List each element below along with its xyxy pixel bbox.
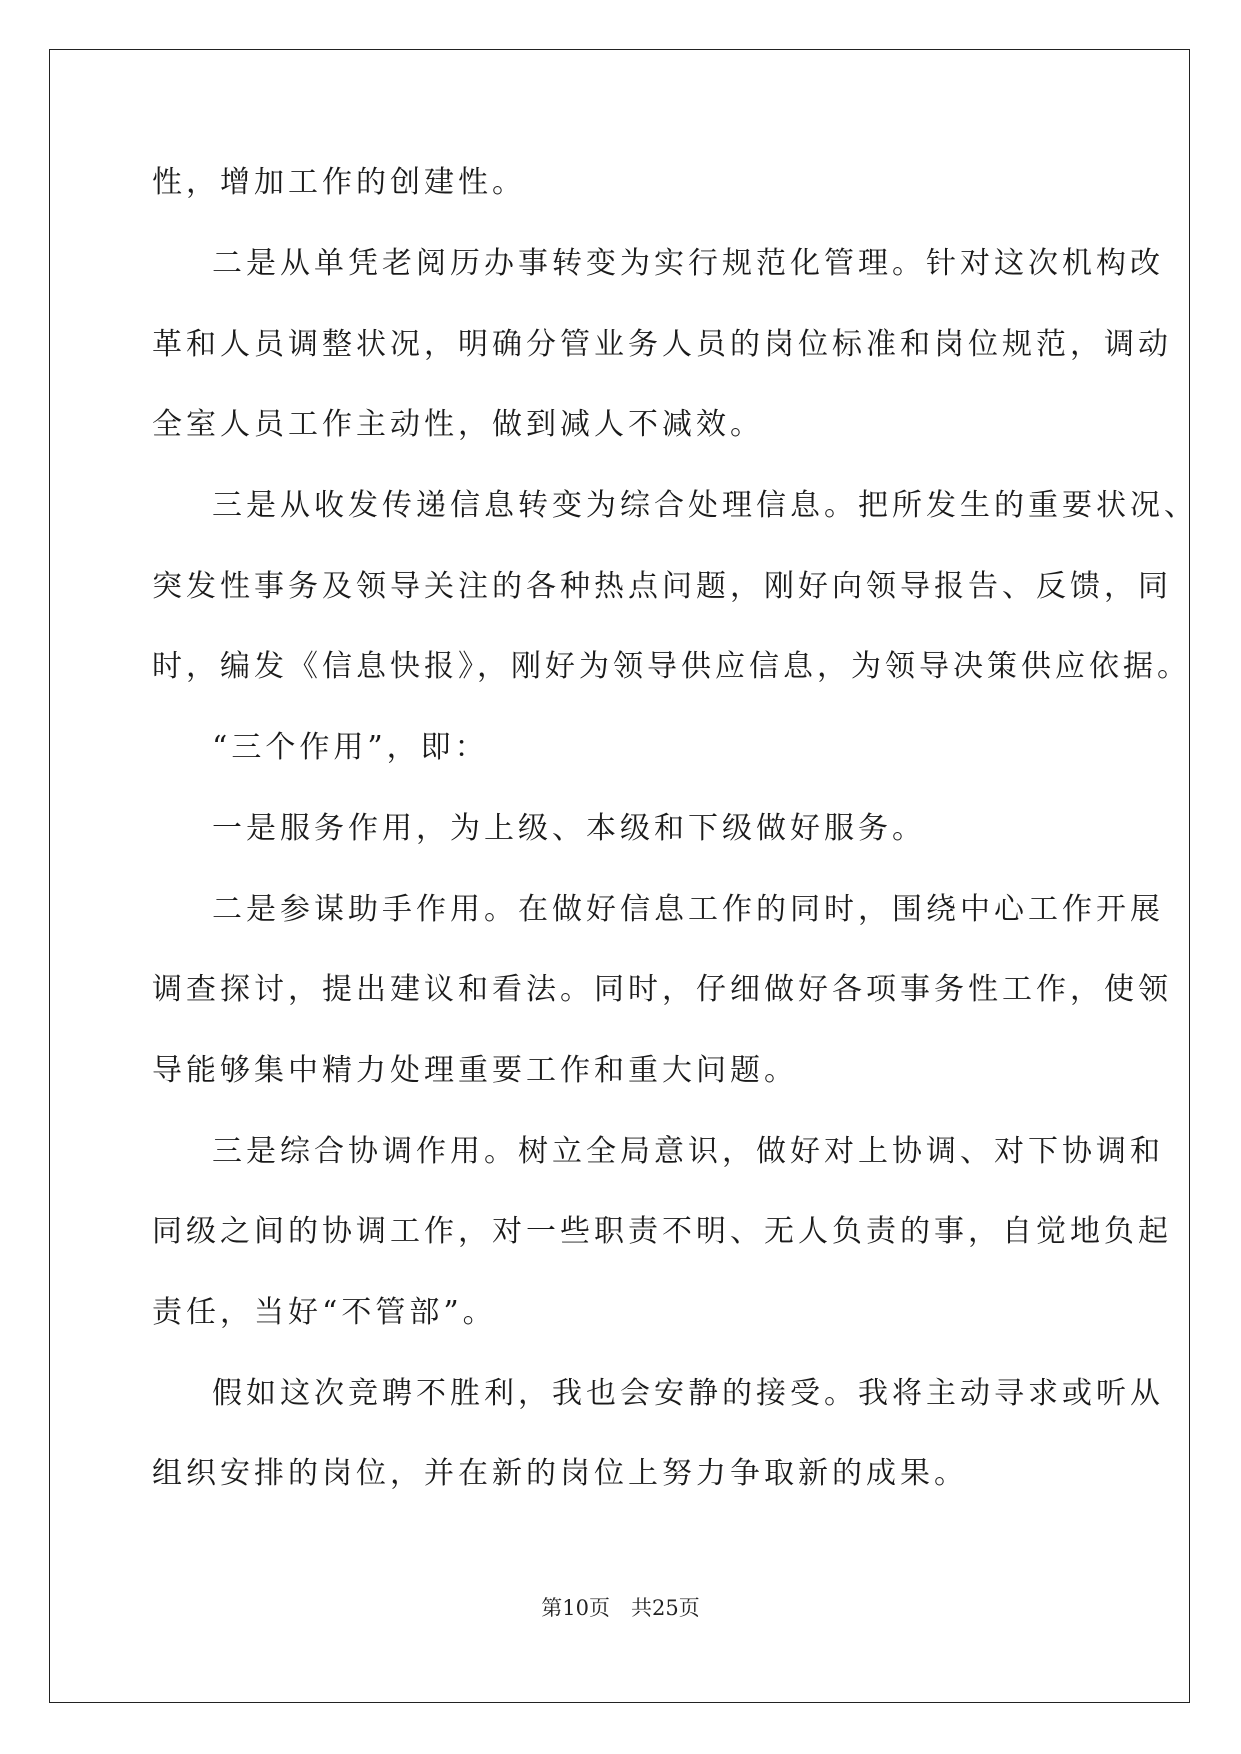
text-line-12: 导能够集中精力处理重要工作和重大问题。: [152, 1053, 798, 1088]
text-line-10: 二是参谋助手作用。在做好信息工作的同时，围绕中心工作开展: [212, 892, 1164, 927]
text-line-7: 时，编发《信息快报》，刚好为领导供应信息，为领导决策供应依据。: [152, 649, 1191, 684]
text-line-5: 三是从收发传递信息转变为综合处理信息。把所发生的重要状况、: [212, 488, 1198, 523]
text-line-14: 同级之间的协调工作，对一些职责不明、无人负责的事，自觉地负起: [152, 1214, 1172, 1249]
text-line-3: 革和人员调整状况，明确分管业务人员的岗位标准和岗位规范，调动: [152, 327, 1172, 362]
text-line-15: 责任，当好“不管部”。: [152, 1295, 497, 1330]
text-line-8: “三个作用”，即：: [212, 730, 489, 765]
text-line-4: 全室人员工作主动性，做到减人不减效。: [152, 407, 764, 442]
text-line-11: 调查探讨，提出建议和看法。同时，仔细做好各项事务性工作，使领: [152, 972, 1172, 1007]
text-line-2: 二是从单凭老阅历办事转变为实行规范化管理。针对这次机构改: [212, 246, 1164, 281]
text-line-6: 突发性事务及领导关注的各种热点问题，刚好向领导报告、反馈，同: [152, 569, 1172, 604]
text-line-9: 一是服务作用，为上级、本级和下级做好服务。: [212, 811, 926, 846]
page-number-footer: 第10页 共25页: [541, 1596, 700, 1620]
text-line-17: 组织安排的岗位，并在新的岗位上努力争取新的成果。: [152, 1456, 968, 1491]
text-line-1: 性，增加工作的创建性。: [152, 165, 526, 200]
text-line-16: 假如这次竞聘不胜利，我也会安静的接受。我将主动寻求或听从: [212, 1376, 1164, 1411]
text-line-13: 三是综合协调作用。树立全局意识，做好对上协调、对下协调和: [212, 1134, 1164, 1169]
